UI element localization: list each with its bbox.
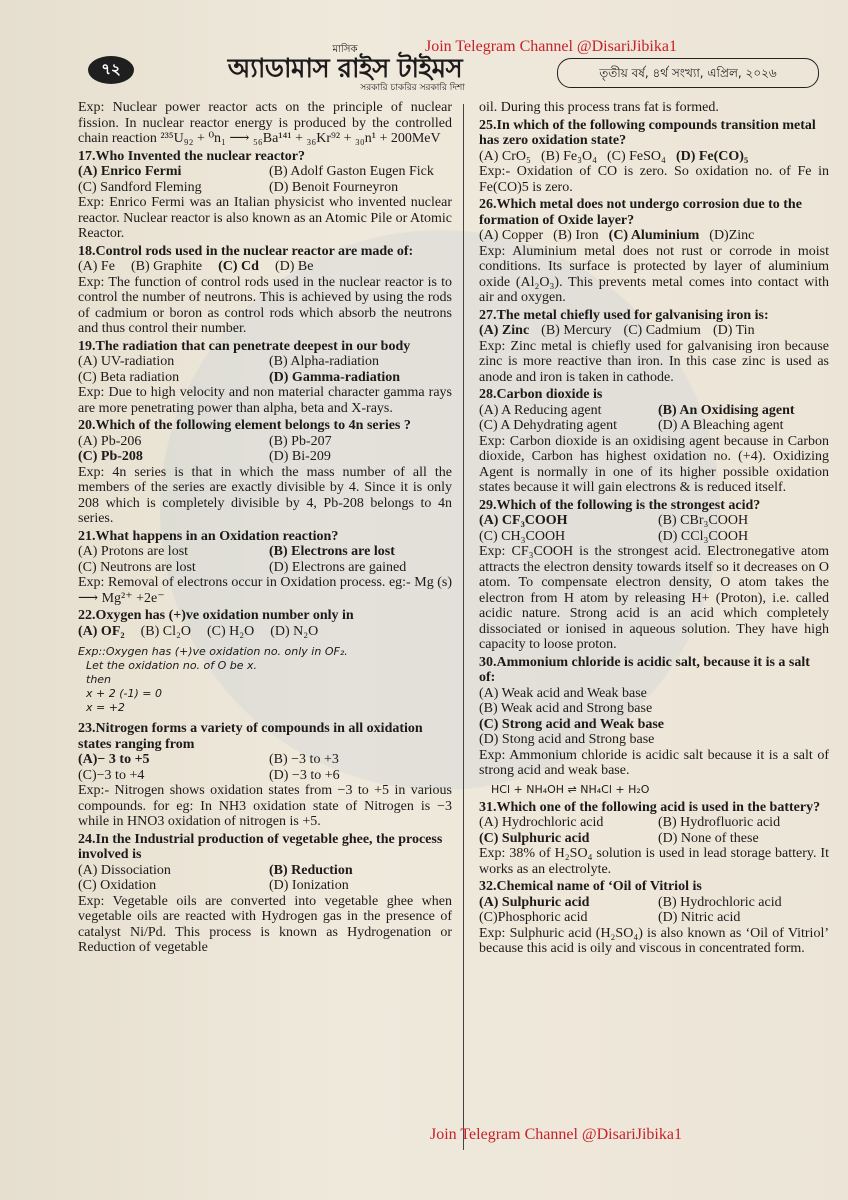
- q24-continuation: oil. During this process trans fat is formed.: [479, 100, 719, 115]
- q27-option-d: (D) Tin: [712, 323, 755, 338]
- q26-option-b: (B) Iron: [553, 228, 599, 243]
- q25-option-c: (C) FeSO₄: [606, 148, 666, 164]
- q17-option-b: (B) Adolf Gaston Eugen Fick: [269, 164, 434, 179]
- q22-option-c: (C) H₂O: [206, 623, 255, 639]
- q20-options: [78, 434, 452, 465]
- q22-exp-line-4: x + 2 (-1) = 0: [86, 687, 162, 700]
- q30-option-b: (B) Weak acid and Strong base: [479, 701, 653, 716]
- q23-question: 23.Nitrogen forms a variety of compounds in all oxidation states ranging from: [78, 721, 423, 752]
- q31-option-a: (A) Hydrochloric acid: [479, 815, 604, 830]
- q25-option-d: (D) Fe(CO)₅: [675, 148, 749, 164]
- q25-option-b: (B) Fe₃O₄: [540, 148, 597, 164]
- masthead-subtitle: সরকারি চাকরির সরকারি দিশা: [360, 83, 465, 93]
- q25-option-a: (A) CrO₅: [479, 148, 531, 164]
- q19-explanation: Exp: Due to high velocity and non material character gamma rays are more penetrating power than alpha, beta and X-rays.: [78, 385, 452, 416]
- q23-option-c: (C)−3 to +4: [78, 767, 145, 783]
- q21-question: 21.What happens in an Oxidation reaction?: [78, 528, 339, 544]
- q18-question: 18.Control rods used in the nuclear reactor are made of:: [78, 243, 414, 259]
- q21-option-b: (B) Electrons are lost: [269, 544, 395, 559]
- q28-option-b: (B) An Oxidising agent: [658, 402, 795, 418]
- q29-option-c: (C) CH₃COOH: [479, 528, 566, 544]
- q19-option-a: (A) UV-radiation: [78, 354, 175, 369]
- q19-option-d: (D) Gamma-radiation: [269, 369, 401, 385]
- q28-option-a: (A) A Reducing agent: [479, 402, 602, 418]
- masthead-title: অ্যাডামাস রাইস টাইমস: [227, 54, 463, 84]
- q24-option-c: (C) Oxidation: [78, 878, 157, 893]
- q23-option-b: (B) −3 to +3: [269, 752, 339, 767]
- q19-option-c: (C) Beta radiation: [78, 369, 180, 385]
- telegram-link-bottom[interactable]: Join Telegram Channel @DisariJibika1: [430, 1126, 682, 1143]
- q20-option-d: (D) Bi-209: [269, 449, 331, 464]
- q30-question: 30.Ammonium chloride is acidic salt, because it is a salt of:: [479, 654, 810, 685]
- page-header: [0, 0, 848, 100]
- q18-option-d: (D) Be: [274, 259, 314, 274]
- q18-options: [78, 259, 452, 275]
- q22-exp-line-2: Let the oxidation no. of O be x.: [86, 659, 258, 672]
- intro-explanation: Exp: Nuclear power reactor acts on the principle of nuclear fission. In nuclear reactor energy is produced by the controlled chain reaction ²³⁵U₉₂ + ⁰n₁ ⟶ ₅₆Ba¹⁴¹ + ₃₆Kr⁹² + ₃₀n¹ + 200MeV: [78, 100, 452, 146]
- q32-options: [479, 895, 829, 926]
- q22-question: 22.Oxygen has (+)ve oxidation number only in: [78, 608, 354, 623]
- q19-question: 19.The radiation that can penetrate deepest in our body: [78, 338, 411, 354]
- q32-question: 32.Chemical name of ‘Oil of Vitriol is: [479, 879, 702, 894]
- q30-option-d: (D) Stong acid and Strong base: [479, 732, 655, 747]
- q25-question: 25.In which of the following compounds transition metal has zero oxidation state?: [479, 117, 816, 148]
- q24-option-d: (D) Ionization: [269, 878, 349, 893]
- q17-options: [78, 164, 452, 195]
- q17-option-d: (D) Benoit Fourneyron: [269, 179, 399, 195]
- q23-options: [78, 752, 452, 783]
- q24-option-a: (A) Dissociation: [78, 862, 171, 878]
- q29-options: [479, 513, 829, 544]
- q22-options: [78, 624, 452, 640]
- q22-option-b: (B) Cl₂O: [140, 623, 191, 639]
- q25-explanation: Exp:- Oxidation of CO is zero. So oxidation no. of Fe in Fe(CO)5 is zero.: [479, 164, 829, 195]
- q18-option-b: (B) Graphite: [130, 259, 203, 274]
- page-number: ৭২: [88, 56, 134, 84]
- q21-explanation: Exp: Removal of electrons occur in Oxidation process. eg:- Mg (s) ⟶ Mg²⁺ +2e⁻: [78, 575, 452, 606]
- q26-option-c: (C) Aluminium: [608, 228, 700, 243]
- q32-option-b: (B) Hydrochloric acid: [658, 894, 782, 910]
- q27-option-a: (A) Zinc: [479, 323, 530, 338]
- q27-question: 27.The metal chiefly used for galvanising iron is:: [479, 307, 769, 323]
- q20-option-b: (B) Pb-207: [269, 433, 332, 449]
- q26-options: [479, 228, 829, 244]
- q30-equation: HCl + NH₄OH ⇌ NH₄Cl + H₂O: [491, 782, 650, 796]
- q30-options: [479, 686, 829, 748]
- masthead-small: মাসিক: [332, 44, 358, 55]
- q17-option-a: (A) Enrico Fermi: [78, 164, 182, 179]
- q30-explanation: Exp: Ammonium chloride is acidic salt because it is a salt of strong acid and weak base.: [479, 747, 829, 778]
- q28-option-d: (D) A Bleaching agent: [658, 418, 784, 433]
- q20-option-a: (A) Pb-206: [78, 433, 142, 449]
- q18-explanation: Exp: The function of control rods used in the nuclear reactor is to control the number of neutrons. This is achieved by using the rods of cadmium or boron as control rods which absorb the neutrons and thus control their number.: [78, 274, 452, 336]
- q26-question: 26.Which metal does not undergo corrosion due to the formation of Oxide layer?: [479, 197, 802, 228]
- q28-options: [479, 403, 829, 434]
- q20-option-c: (C) Pb-208: [78, 449, 143, 464]
- q27-options: [479, 323, 829, 339]
- right-column: [479, 100, 829, 957]
- q26-option-a: (A) Copper: [479, 228, 544, 243]
- q27-option-c: (C) Cadmium: [623, 323, 701, 338]
- q25-options: [479, 149, 829, 165]
- q29-option-d: (D) CCl₃COOH: [658, 528, 749, 544]
- q20-question: 20.Which of the following element belongs to 4n series ?: [78, 418, 411, 433]
- q22-exp-line-1: Exp::Oxygen has (+)ve oxidation no. only in OF₂.: [78, 645, 348, 658]
- q29-option-b: (B) CBr₃COOH: [658, 513, 749, 528]
- q24-option-b: (B) Reduction: [269, 862, 353, 878]
- q26-explanation: Exp: Aluminium metal does not rust or corrode in moist conditions. Its surface is protected by layer of aluminium oxide (Al₂O₃). This prevents metal comes into contact with air and oxygen.: [479, 243, 829, 305]
- q24-options: [78, 863, 452, 894]
- q31-option-d: (D) None of these: [658, 830, 759, 846]
- q17-option-c: (C) Sandford Fleming: [78, 179, 202, 195]
- q19-option-b: (B) Alpha-radiation: [269, 354, 380, 369]
- q31-option-b: (B) Hydrofluoric acid: [658, 815, 781, 830]
- q27-option-b: (B) Mercury: [541, 323, 612, 338]
- q29-option-a: (A) CF₃COOH: [479, 513, 568, 528]
- left-column: [78, 100, 452, 956]
- q28-question: 28.Carbon dioxide is: [479, 387, 603, 402]
- q21-option-c: (C) Neutrons are lost: [78, 559, 196, 575]
- q17-explanation: Exp: Enrico Fermi was an Italian physicist who invented nuclear reactor. Nuclear reactor is also known as an Atomic Pile or Atomic Reactor.: [78, 195, 453, 241]
- q24-question: 24.In the Industrial production of vegetable ghee, the process involved is: [78, 831, 443, 862]
- q23-explanation: Exp:- Nitrogen shows oxidation states from −3 to +5 in various compounds. for eg: In NH3 oxidation state of Nitrogen is −3 while in HNO3 oxidation of nitrogen is +5.: [78, 783, 452, 829]
- q22-explanation: [78, 645, 452, 715]
- q32-option-a: (A) Sulphuric acid: [479, 894, 590, 910]
- q21-option-d: (D) Electrons are gained: [269, 559, 407, 575]
- q31-option-c: (C) Sulphuric acid: [479, 830, 590, 846]
- q18-option-c: (C) Cd: [218, 259, 259, 274]
- q22-exp-line-5: x = +2: [86, 701, 125, 714]
- q32-option-c: (C)Phosphoric acid: [479, 910, 588, 925]
- q20-explanation: Exp: 4n series is that in which the mass number of all the members of the series are exactly divisible by 4. Since it is only 208 which is completely divisible by 4, Pb-208 belongs to 4n series.: [78, 464, 452, 526]
- q22-exp-line-3: then: [86, 673, 112, 686]
- q22-option-a: (A) OF₂: [78, 623, 125, 639]
- q18-option-a: (A) Fe: [78, 259, 115, 274]
- q21-options: [78, 544, 452, 575]
- q29-explanation: Exp: CF₃COOH is the strongest acid. Electronegative atom attracts the electron density towards itself so it decreases on O atom. To compensate electron density, O atom takes the electron from H atom by releasing H+ (Proton), i.e. called acidic nature. Strong acid is an acid which completely dissociated or ionised in aqueous solution. They have high capacity to loose proton.: [479, 544, 829, 652]
- q27-explanation: Exp: Zinc metal is chiefly used for galvanising iron because zinc is more reactive than iron. In this case zinc is used as anode and iron is taken in cathode.: [479, 338, 829, 385]
- q28-explanation: Exp: Carbon dioxide is an oxidising agent because in Carbon dioxide, Carbon has highest oxidation no. (+4). Oxidizing Agent is normally in one of its higher possible oxidation states because it will gain electrons & is reduced itself.: [479, 433, 829, 495]
- q28-option-c: (C) A Dehydrating agent: [479, 418, 618, 433]
- q29-question: 29.Which of the following is the strongest acid?: [479, 497, 761, 513]
- q22-option-d: (D) N₂O: [270, 623, 319, 639]
- q17-question: 17.Who Invented the nuclear reactor?: [78, 148, 305, 164]
- q19-options: [78, 354, 452, 385]
- q23-option-d: (D) −3 to +6: [269, 767, 340, 783]
- column-divider: [463, 104, 464, 1150]
- q31-explanation: Exp: 38% of H₂SO₄ solution is used in lead storage battery. It works as an electrolyte.: [479, 846, 829, 877]
- q31-question: 31.Which one of the following acid is used in the battery?: [479, 799, 821, 815]
- q32-explanation: Exp: Sulphuric acid (H₂SO₄) is also known as ‘Oil of Vitriol’ because this acid is oily and viscous in concentrated form.: [479, 925, 829, 956]
- q23-option-a: (A)− 3 to +5: [78, 752, 150, 767]
- q30-option-c: (C) Strong acid and Weak base: [479, 716, 665, 732]
- q31-options: [479, 815, 829, 846]
- q26-option-d: (D)Zinc: [709, 228, 755, 243]
- telegram-link-top[interactable]: Join Telegram Channel @DisariJibika1: [425, 38, 677, 55]
- issue-info: তৃতীয় বর্ষ, ৪র্থ সংখ্যা, এপ্রিল, ২০২৬: [557, 58, 819, 88]
- q21-option-a: (A) Protons are lost: [78, 544, 189, 559]
- q30-option-a: (A) Weak acid and Weak base: [479, 685, 647, 701]
- q24-explanation: Exp: Vegetable oils are converted into vegetable ghee when vegetable oils are reacted with Hydrogen gas in the presence of catalyst Ni/Pd. This process is known as Hydrogenation or Reduction of vegetable: [78, 893, 452, 955]
- q32-option-d: (D) Nitric acid: [658, 910, 741, 925]
